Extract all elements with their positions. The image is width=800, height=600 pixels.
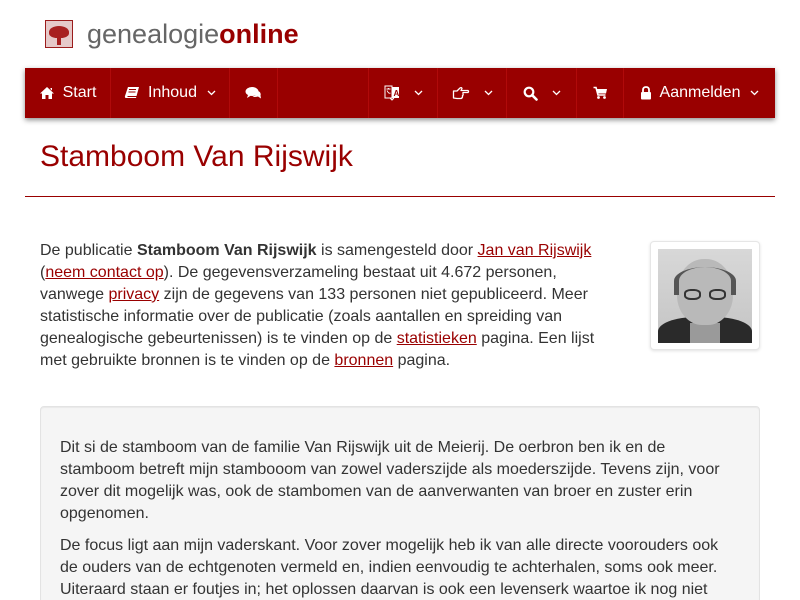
intro-text: (	[40, 264, 46, 281]
hand-pointer-icon	[452, 86, 470, 100]
chevron-down-icon	[484, 90, 493, 96]
site-name-part2: online	[219, 19, 299, 49]
intro-text: ). De gegevensverzameling bestaat uit 4.672 personen, vanwege	[40, 264, 557, 303]
nav-spacer	[278, 68, 369, 118]
description-paragraph: Dit si de stamboom van de familie Van Rijswijk uit de Meierij. De oerbron ben ik en de stamboom betreft mijn stambooom van zowel vaderszijde als moederszijde. Tevens zijn, voor zover dit mogelijk was, ook de stambomen van de aanverwanten van broer en zuster erin opgenomen.	[60, 439, 720, 522]
nav-forum[interactable]	[230, 68, 278, 118]
intro-text: pagina. Een lijst met gebruikte bronnen is te vinden op de	[40, 330, 595, 369]
chevron-down-icon	[207, 90, 216, 96]
chevron-down-icon	[750, 90, 759, 96]
site-name-part1: genealogie	[87, 19, 220, 49]
publication-intro	[40, 240, 610, 372]
statistics-link[interactable]: statistieken	[396, 330, 477, 347]
site-name	[87, 19, 299, 49]
chevron-down-icon	[552, 90, 561, 96]
description-paragraph: De focus ligt aan mijn vaderskant. Voor zover mogelijk heb ik van alle directe voorouders ook de ouders van de echtgenoten vermeld en, indien eenvoudig te achterhalen, soms ook meer. Uiteraard staan er foutjes in; het oplossen daarvan is ook een levenserk waartoe ik nog niet	[60, 537, 719, 598]
nav-start-label: Start	[62, 84, 97, 101]
contact-link[interactable]: neem contact op	[45, 264, 164, 281]
nav-cart[interactable]	[577, 68, 624, 118]
nav-login[interactable]	[624, 68, 775, 118]
main-navbar	[25, 68, 775, 118]
author-photo	[658, 249, 752, 343]
site-brand[interactable]	[45, 19, 299, 49]
author-link[interactable]: Jan van Rijswijk	[477, 242, 592, 259]
nav-share[interactable]	[438, 68, 507, 118]
nav-inhoud-label: Inhoud	[148, 84, 197, 101]
nav-inhoud[interactable]	[111, 68, 230, 118]
page-title: Stamboom Van Rijswijk	[40, 140, 353, 173]
shopping-cart-icon	[593, 86, 608, 100]
comments-icon	[245, 86, 262, 100]
nav-start[interactable]	[25, 68, 111, 118]
intro-text: pagina.	[393, 352, 451, 369]
book-icon	[124, 86, 140, 100]
privacy-link[interactable]: privacy	[108, 286, 160, 303]
nav-login-label: Aanmelden	[659, 84, 741, 101]
nav-language[interactable]	[369, 68, 438, 118]
language-icon	[384, 85, 400, 101]
home-icon	[39, 86, 55, 100]
intro-text: is samengesteld door	[316, 242, 478, 259]
chevron-down-icon	[414, 90, 423, 96]
search-icon	[523, 86, 538, 101]
intro-text: zijn de gegevens van 133 personen niet gepubliceerd. Meer statistische informatie over de publicatie (zoals aantallen en spreiding van genealogische gebeurtenissen) is te vinden op de	[40, 286, 588, 347]
tree-icon	[45, 20, 73, 48]
publication-description	[40, 406, 760, 600]
lock-icon	[640, 86, 652, 100]
publication-name: Stamboom Van Rijswijk	[136, 242, 317, 259]
nav-search[interactable]	[507, 68, 577, 118]
intro-text: De publicatie	[40, 242, 137, 259]
author-photo-frame[interactable]	[650, 241, 760, 350]
svg-text:A: A	[393, 89, 399, 98]
sources-link[interactable]: bronnen	[334, 352, 394, 369]
title-divider	[25, 196, 775, 197]
